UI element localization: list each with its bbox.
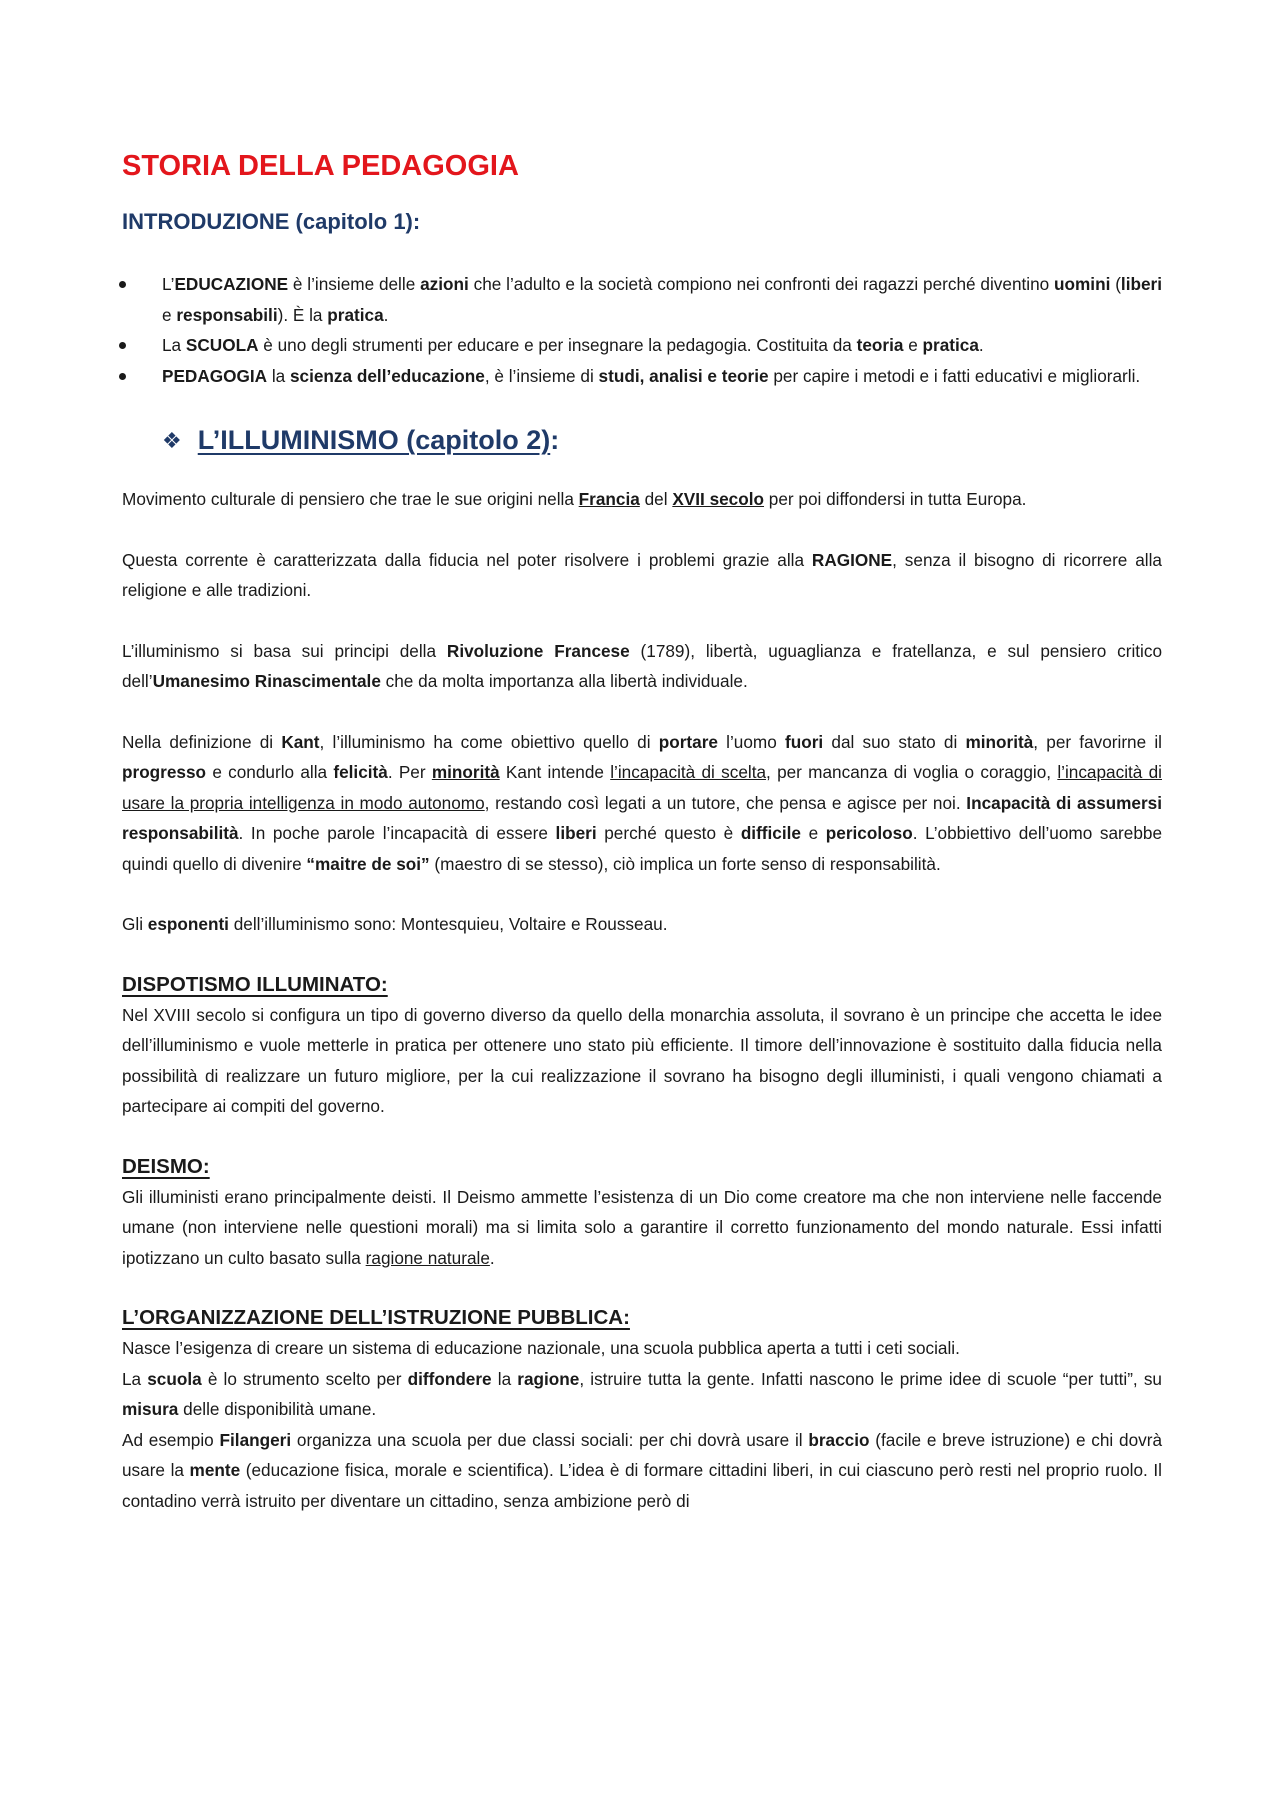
text-run: . In poche parole l’incapacità di essere (238, 823, 556, 843)
subsection-heading-dispotismo: DISPOTISMO ILLUMINATO: (122, 972, 388, 996)
text-run: Questa corrente è caratterizzata dalla fiducia nel poter risolvere i problemi grazie alla (122, 549, 812, 570)
text-run: Kant (281, 731, 320, 752)
text-run: la (267, 365, 290, 386)
text-run: l’incapacità di usare la propria intelligenza in modo autonomo (122, 762, 1162, 813)
text-run: pratica (327, 304, 384, 325)
text-run: , restando così legati a un tutore, che pensa e agisce per noi. (484, 792, 967, 813)
text-run: difficile (740, 823, 801, 843)
text-run: Rivoluzione Francese (446, 640, 630, 661)
text-run: . Per (387, 762, 432, 782)
text-run: La (162, 335, 186, 355)
text-run: Incapacità di assumersi responsabilità (122, 792, 1163, 843)
text-run: . (978, 335, 984, 355)
text-run: l’incapacità di scelta (610, 762, 767, 782)
text-run: liberi (555, 823, 597, 843)
text-run: è uno degli strumenti per educare e per insegnare la pedagogia. Costituita da (258, 335, 857, 355)
text-run: la (491, 1368, 518, 1389)
text-run: per poi diffondersi in tutta Europa. (764, 489, 1027, 509)
paragraph (122, 1333, 1162, 1364)
page-content (122, 150, 1162, 1516)
list-item (122, 330, 1162, 361)
text-run: Kant intende (499, 762, 611, 782)
text-run: (1789), libertà, uguaglianza e fratellanza, e sul pensiero critico dell’ (122, 640, 1163, 691)
text-run: Nasce l’esigenza di creare un sistema di educazione nazionale, una scuola pubblica aperta a tutti i ceti sociali. (122, 1338, 960, 1358)
text-run: Umanesimo Rinascimentale (152, 671, 381, 691)
text-run: del (639, 489, 673, 509)
section-heading-illuminismo (162, 425, 1162, 456)
text-run: Gli illuministi erano principalmente deisti. Il Deismo ammette l’esistenza di un Dio come creatore ma che non interviene nelle faccende umane (non interviene nelle questioni morali) ma si limita solo a garantire il corretto funzionamento del mondo naturale. Essi infatti ipotizzano un culto basato sulla (122, 1186, 1162, 1268)
subsection-heading-deismo: DEISMO: (122, 1154, 210, 1178)
text-run: “maitre de soi” (306, 853, 430, 874)
text-run: pericoloso (825, 823, 913, 843)
list-item (122, 269, 1162, 330)
text-run: dell’illuminismo sono: Montesquieu, Voltaire e Rousseau. (228, 914, 668, 934)
text-run: e condurlo alla (206, 762, 334, 782)
text-run: Filangeri (219, 1429, 292, 1450)
text-run: felicità (333, 762, 388, 782)
text-run: , l’illuminismo ha come obiettivo quello di (319, 731, 659, 752)
text-run: . (383, 304, 389, 325)
text-run: misura (122, 1399, 179, 1419)
text-run: responsabili (176, 304, 278, 325)
paragraph (122, 1364, 1162, 1425)
text-run: perché questo è (596, 823, 741, 843)
intro-bullet-list (122, 269, 1162, 391)
paragraph (122, 909, 1162, 940)
paragraph (122, 636, 1162, 697)
text-run: L’ (162, 274, 175, 294)
section-heading-colon: : (550, 425, 560, 455)
text-run: e (800, 823, 826, 843)
section-heading-text: L’ILLUMINISMO (capitolo 2) (197, 425, 551, 455)
text-run: , per favorirne il (1033, 731, 1162, 752)
text-run: azioni (420, 274, 469, 294)
text-run: La (122, 1368, 148, 1389)
text-run: pratica (922, 335, 979, 355)
paragraph (122, 1425, 1162, 1517)
text-run: fuori (785, 731, 824, 752)
text-run: è lo strumento scelto per (201, 1368, 408, 1389)
text-run: delle disponibilità umane. (178, 1399, 377, 1419)
text-run: Nella definizione di (122, 731, 282, 752)
text-run: . L’obbiettivo dell’uomo sarebbe quindi quello di divenire (122, 823, 1163, 874)
subsection-heading-istruzione: L’ORGANIZZAZIONE DELL’ISTRUZIONE PUBBLICA: (122, 1306, 630, 1329)
text-run: ragione (517, 1368, 580, 1389)
list-item (122, 361, 1162, 392)
text-run: ). È la (277, 304, 328, 325)
text-run: minorità (965, 731, 1034, 752)
text-run: uomini (1054, 274, 1111, 294)
text-run: per capire i metodi e i fatti educativi e migliorarli. (768, 365, 1141, 386)
text-run: organizza una scuola per due classi sociali: per chi dovrà usare il (291, 1429, 809, 1450)
text-run: l’uomo (717, 731, 785, 752)
text-run: liberi (1120, 274, 1162, 294)
text-run: scuola (147, 1368, 202, 1389)
text-run: Nel XVIII secolo si configura un tipo di governo diverso da quello della monarchia assoluta, il sovrano è un principe che accetta le idee dell’illuminismo e vuole metterle in pratica per ottenere uno stato più efficiente. Il timore dell’innovazione è sostituito dalla fiducia nella possibilità di realizzare un futuro migliore, per la cui realizzazione il sovrano ha bisogno degli illuministi, i quali vengono chiamati a partecipare ai compiti del governo. (122, 1004, 1162, 1116)
text-run: minorità (431, 762, 500, 782)
text-run: è l’insieme delle (288, 274, 421, 294)
paragraph (122, 727, 1162, 880)
text-run: (educazione fisica, morale e scientifica). L’idea è di formare cittadini liberi, in cui ciascuno però resti nel proprio ruolo. Il contadino verrà istruito per diventare un cittadino, senza ambizione però di (122, 1460, 1162, 1511)
text-run: esponenti (147, 914, 229, 934)
text-run: SCUOLA (185, 335, 259, 355)
text-run: scienza dell’educazione (289, 365, 485, 386)
text-run: e (162, 304, 177, 325)
text-run: L’illuminismo si basa sui principi della (122, 640, 447, 661)
text-run: e (903, 335, 923, 355)
text-run: Ad esempio (122, 1429, 220, 1450)
text-run: . (489, 1247, 495, 1268)
text-run: , senza il bisogno di ricorrere alla religione e alle tradizioni. (122, 549, 1162, 600)
paragraph (122, 1182, 1162, 1274)
text-run: XVII secolo (672, 489, 765, 509)
text-run: Gli (122, 914, 148, 934)
text-run: , è l’insieme di (484, 365, 599, 386)
text-run: Movimento culturale di pensiero che trae le sue origini nella (122, 489, 579, 509)
text-run: studi, analisi e teorie (598, 365, 769, 386)
text-run: che da molta importanza alla libertà individuale. (380, 671, 748, 691)
text-run: progresso (122, 762, 207, 782)
paragraph (122, 545, 1162, 606)
text-run: mente (189, 1460, 241, 1480)
text-run: Francia (578, 489, 640, 509)
text-run: braccio (808, 1429, 870, 1450)
text-run: teoria (856, 335, 904, 355)
text-run: , per mancanza di voglia o coraggio, (766, 762, 1058, 782)
text-run: (maestro di se stesso), ciò implica un forte senso di responsabilità. (429, 853, 941, 874)
text-run: EDUCAZIONE (174, 274, 289, 294)
text-run: , istruire tutta la gente. Infatti nascono le prime idee di scuole “per tutti”, su (579, 1368, 1162, 1389)
text-run: ( (1110, 274, 1121, 294)
document-title: STORIA DELLA PEDAGOGIA (122, 150, 519, 182)
diamond-bullet-icon: ❖ (162, 427, 182, 453)
text-run: che l’adulto e la società compiono nei confronti dei ragazzi perché diventino (468, 274, 1055, 294)
text-run: dal suo stato di (823, 731, 966, 752)
intro-heading: INTRODUZIONE (capitolo 1): (122, 209, 421, 234)
paragraph (122, 1000, 1162, 1122)
text-run: PEDAGOGIA (162, 365, 268, 386)
text-run: diffondere (407, 1368, 492, 1389)
text-run: (facile e breve istruzione) e chi dovrà usare la (122, 1429, 1163, 1480)
text-run: ragione naturale (365, 1247, 490, 1268)
text-run: portare (658, 731, 718, 752)
text-run: RAGIONE (811, 549, 893, 570)
paragraph (122, 484, 1162, 515)
